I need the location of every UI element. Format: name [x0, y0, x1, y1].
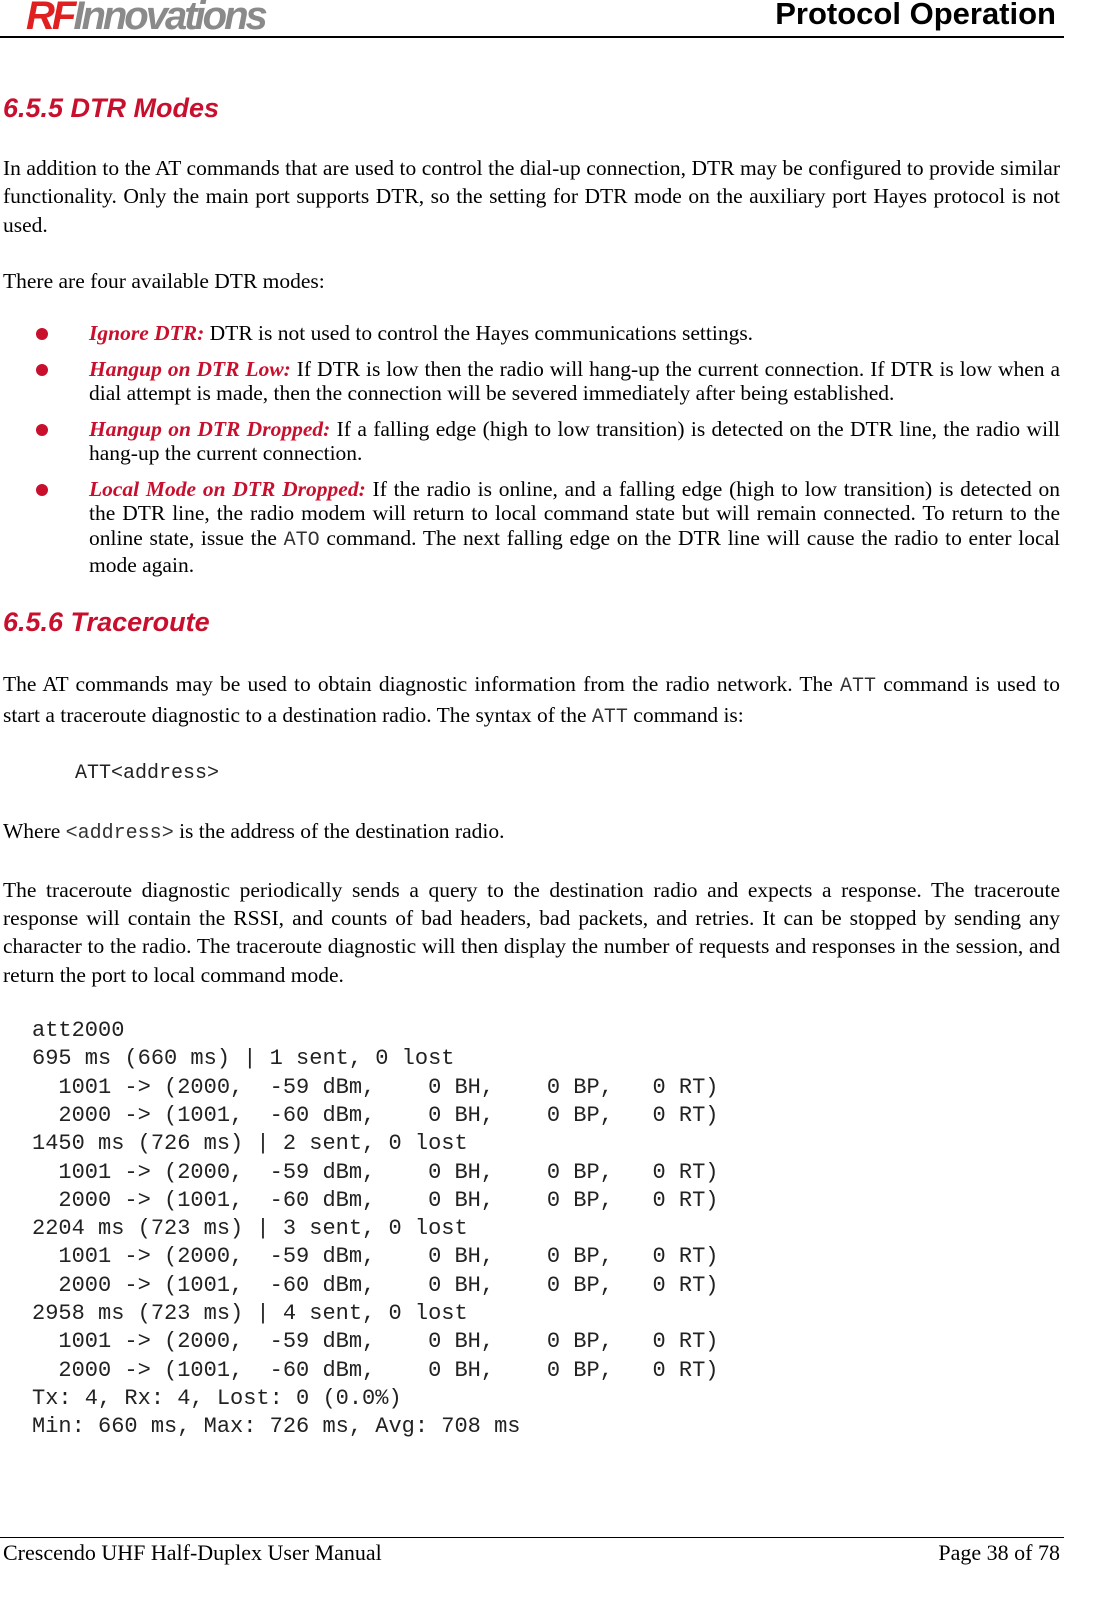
list-item: Hangup on DTR Low: If DTR is low then the radio will hang-up the current connection. If DTR is low when a dial attempt is made, then the connection will be severed immediately after being established.: [3, 357, 1060, 406]
dtr-modes-list: [3, 321, 1060, 578]
document-body: [3, 88, 1060, 1442]
page-header: [0, 0, 1064, 38]
company-logo: RFInnovations: [26, 0, 265, 38]
page-footer: [0, 1537, 1064, 1565]
manual-title: Crescendo UHF Half-Duplex User Manual: [3, 1540, 382, 1565]
list-item: Hangup on DTR Dropped: If a falling edge (high to low transition) is detected on the DTR line, the radio will hang-up the current connection.: [3, 417, 1060, 466]
list-item: Ignore DTR: DTR is not used to control the Hayes communications settings.: [3, 321, 1060, 346]
traceroute-output: att2000 695 ms (660 ms) | 1 sent, 0 lost 1001 -> (2000, -59 dBm, 0 BH, 0 BP, 0 RT) 2000 -> (1001, -60 dBm, 0 BH, 0 BP, 0 RT) 1450 ms (726 ms) | 2 sent, 0 lost 1001 -> (2000, -59 dBm, 0 BH, 0 BP, 0 RT) 2000 -> (1001, -60 dBm, 0 BH, 0 BP, 0 RT) 2204 ms (723 ms) | 3 sent, 0 lost 1001 -> (2000, -59 dBm, 0 BH, 0 BP, 0 RT) 2000 -> (1001, -60 dBm, 0 BH, 0 BP, 0 RT) 2958 ms (723 ms) | 4 sent, 0 lost 1001 -> (2000, -59 dBm, 0 BH, 0 BP, 0 RT) 2000 -> (1001, -60 dBm, 0 BH, 0 BP, 0 RT) Tx: 4, Rx: 4, Lost: 0 (0.0%) Min: 660 ms, Max: 726 ms, Avg: 708 ms: [32, 1018, 719, 1440]
bullet-icon: [36, 328, 48, 340]
page-number: Page 38 of 78: [938, 1540, 1060, 1565]
paragraph: There are four available DTR modes:: [3, 268, 325, 293]
paragraph: Where <address> is the address of the destination radio.: [3, 818, 505, 845]
paragraph: The AT commands may be used to obtain diagnostic information from the radio network. The ATT command is used to start a traceroute diagnostic to a destination radio. The syntax of the ATT command is:: [3, 671, 1060, 729]
section-heading-dtr-modes: 6.5.5 DTR Modes: [3, 93, 220, 123]
command-syntax: ATT<address>: [75, 762, 220, 786]
paragraph: The traceroute diagnostic periodically sends a query to the destination radio and expects a response. The traceroute response will contain the RSSI, and counts of bad headers, bad packets, and retries. It can be stopped by sending any character to the radio. The traceroute diagnostic will then display the number of requests and responses in the session, and return the port to local command mode.: [3, 877, 1060, 987]
bullet-icon: [36, 484, 48, 496]
list-item: Local Mode on DTR Dropped: If the radio is online, and a falling edge (high to low transition) is detected on the DTR line, the radio modem will return to local command state but will remain connected. To return to the online state, issue the ATO command. The next falling edge on the DTR line will cause the radio to enter local mode again.: [3, 477, 1060, 578]
section-heading-traceroute: 6.5.6 Traceroute: [3, 606, 210, 637]
header-title: Protocol Operation: [775, 0, 1056, 31]
bullet-icon: [36, 364, 48, 376]
paragraph: In addition to the AT commands that are used to control the dial-up connection, DTR may be configured to provide similar functionality. Only the main port supports DTR, so the setting for DTR mode on the auxiliary port Hayes protocol is not used.: [3, 156, 1060, 237]
bullet-icon: [36, 424, 48, 436]
